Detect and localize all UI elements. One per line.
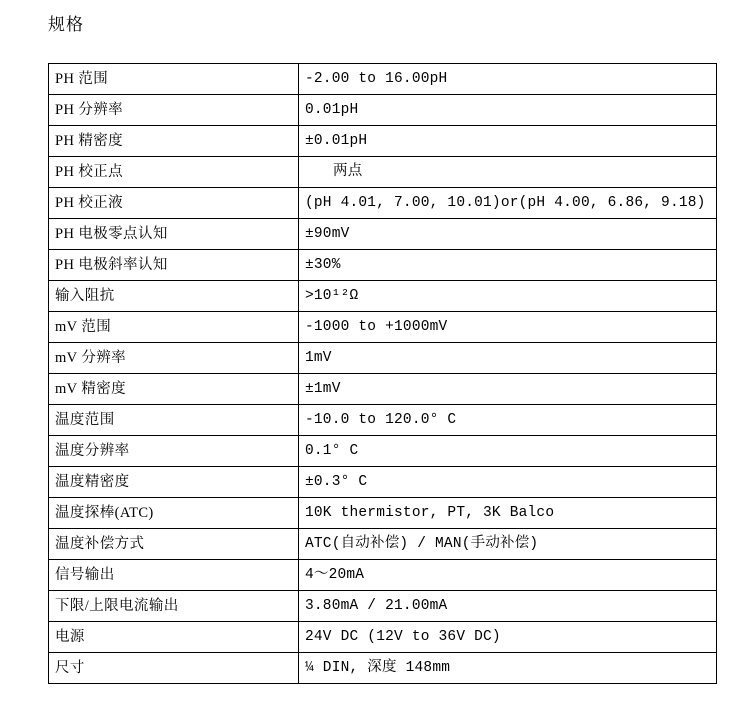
spec-value: ±90mV (299, 219, 717, 250)
spec-value: 10K thermistor, PT, 3K Balco (299, 498, 717, 529)
page-title: 规格 (48, 15, 84, 34)
table-row (49, 560, 717, 591)
table-row (49, 312, 717, 343)
spec-value: ±30% (299, 250, 717, 281)
spec-label: PH 校正液 (49, 188, 299, 219)
table-row (49, 374, 717, 405)
spec-value: 0.01pH (299, 95, 717, 126)
spec-label: 温度分辨率 (49, 436, 299, 467)
spec-label: 温度补偿方式 (49, 529, 299, 560)
spec-label: PH 电极斜率认知 (49, 250, 299, 281)
spec-label: 尺寸 (49, 653, 299, 684)
spec-value: >10¹²Ω (299, 281, 717, 312)
spec-value: ±0.3° C (299, 467, 717, 498)
spec-label: mV 分辨率 (49, 343, 299, 374)
spec-value: -1000 to +1000mV (299, 312, 717, 343)
spec-value: ±0.01pH (299, 126, 717, 157)
table-row (49, 591, 717, 622)
table-row (49, 529, 717, 560)
spec-value (299, 157, 717, 188)
table-row (49, 95, 717, 126)
spec-label: 电源 (49, 622, 299, 653)
specifications-table (48, 63, 706, 684)
spec-label: PH 分辨率 (49, 95, 299, 126)
spec-label: PH 精密度 (49, 126, 299, 157)
table-row (49, 281, 717, 312)
spec-value: 4～20mA (299, 560, 717, 591)
table-row (49, 467, 717, 498)
spec-label: 温度精密度 (49, 467, 299, 498)
spec-label: PH 校正点 (49, 157, 299, 188)
spec-label: PH 范围 (49, 64, 299, 95)
spec-value: ATC(自动补偿) / MAN(手动补偿) (299, 529, 717, 560)
spec-label: 温度范围 (49, 405, 299, 436)
spec-label: 输入阻抗 (49, 281, 299, 312)
spec-label: PH 电极零点认知 (49, 219, 299, 250)
spec-value: (pH 4.01, 7.00, 10.01)or(pH 4.00, 6.86, 9.18) (299, 188, 717, 219)
table-row (49, 343, 717, 374)
spec-value: -2.00 to 16.00pH (299, 64, 717, 95)
table-row (49, 157, 717, 188)
spec-table (48, 63, 717, 684)
spec-value: 3.80mA / 21.00mA (299, 591, 717, 622)
spec-label: 下限/上限电流输出 (49, 591, 299, 622)
table-row (49, 622, 717, 653)
table-row (49, 219, 717, 250)
spec-value: 1mV (299, 343, 717, 374)
table-row (49, 126, 717, 157)
spec-value: ±1mV (299, 374, 717, 405)
spec-label: 信号输出 (49, 560, 299, 591)
spec-value: ¼ DIN, 深度 148mm (299, 653, 717, 684)
spec-value: -10.0 to 120.0° C (299, 405, 717, 436)
spec-table-body (49, 64, 717, 684)
spec-value: 24V DC (12V to 36V DC) (299, 622, 717, 653)
spec-label: 温度探棒(ATC) (49, 498, 299, 529)
table-row (49, 250, 717, 281)
table-row (49, 405, 717, 436)
table-row (49, 188, 717, 219)
table-row (49, 64, 717, 95)
spec-label: mV 范围 (49, 312, 299, 343)
table-row (49, 436, 717, 467)
spec-value-text: 两点 (333, 164, 363, 180)
table-row (49, 498, 717, 529)
spec-value: 0.1° C (299, 436, 717, 467)
spec-label: mV 精密度 (49, 374, 299, 405)
table-row (49, 653, 717, 684)
